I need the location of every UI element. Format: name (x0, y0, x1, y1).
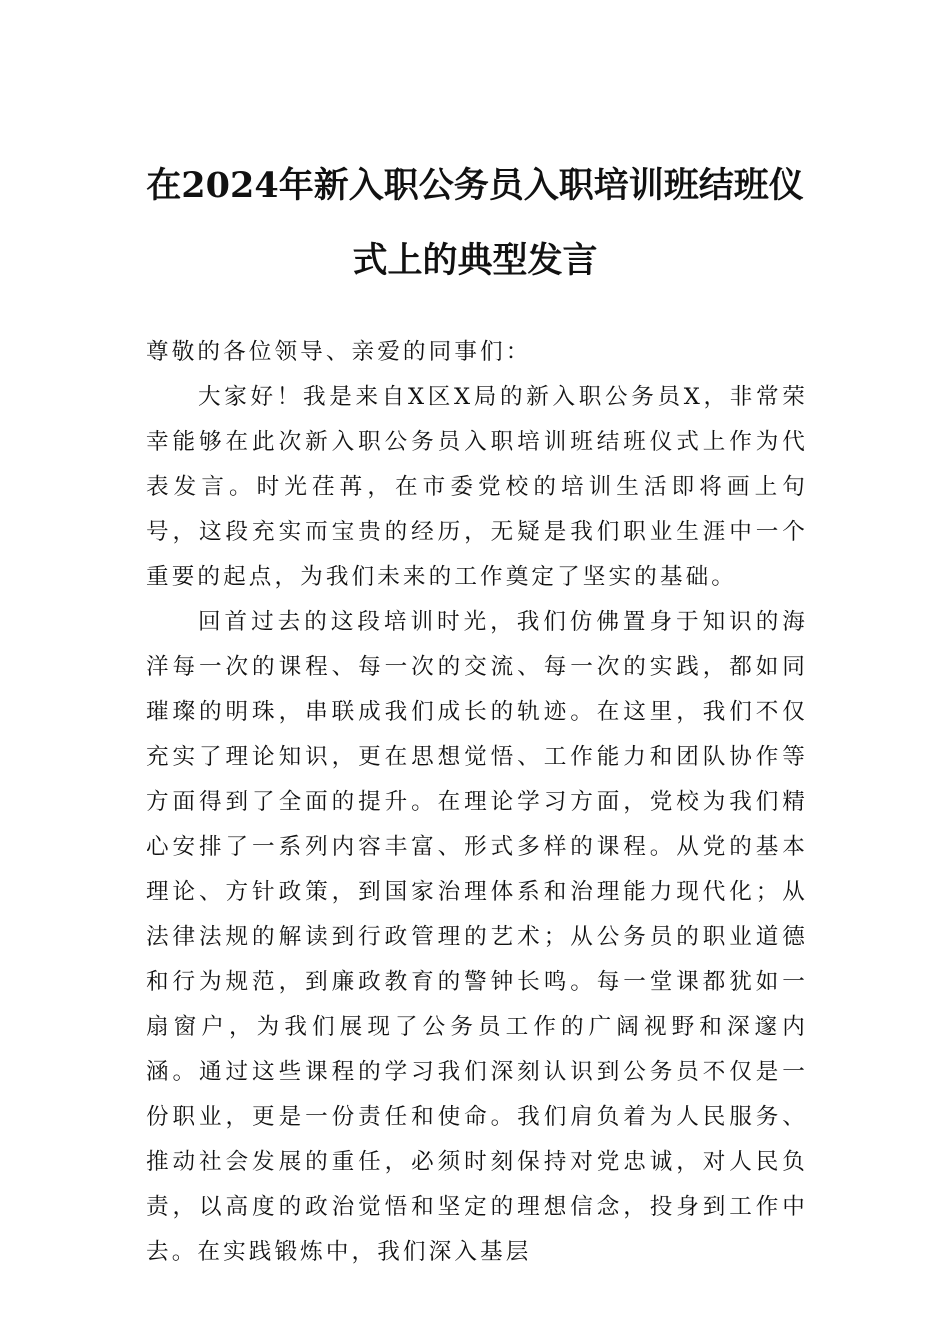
document-body (146, 330, 808, 1275)
paragraph-review: 回首过去的这段培训时光，我们仿佛置身于知识的海洋每一次的课程、每一次的交流、每一次的实践，都如同璀璨的明珠，串联成我们成长的轨迹。在这里，我们不仅充实了理论知识，更在思想觉悟、工作能力和团队协作等方面得到了全面的提升。在理论学习方面，党校为我们精心安排了一系列内容丰富、形式多样的课程。从党的基本理论、方针政策，到国家治理体系和治理能力现代化；从法律法规的解读到行政管理的艺术；从公务员的职业道德和行为规范，到廉政教育的警钟长鸣。每一堂课都犹如一扇窗户，为我们展现了公务员工作的广阔视野和深邃内涵。通过这些课程的学习我们深刻认识到公务员不仅是一份职业，更是一份责任和使命。我们肩负着为人民服务、推动社会发展的重任，必须时刻保持对党忠诚，对人民负责，以高度的政治觉悟和坚定的理想信念，投身到工作中去。在实践锻炼中，我们深入基层 (146, 609, 808, 1265)
salutation: 尊敬的各位领导、亲爱的同事们： (146, 339, 532, 365)
title-line-2: 式上的典型发言 (352, 240, 598, 281)
paragraph-intro: 大家好！我是来自X区X局的新入职公务员X，非常荣幸能够在此次新入职公务员入职培训班结班仪式上作为代表发言。时光荏苒，在市委党校的培训生活即将画上句号，这段充实而宝贵的经历，无疑是我们职业生涯中一个重要的起点，为我们未来的工作奠定了坚实的基础。 (146, 384, 808, 590)
title-line-1: 在2024年新入职公务员入职培训班结班仪 (146, 165, 804, 206)
document-title (140, 148, 810, 298)
